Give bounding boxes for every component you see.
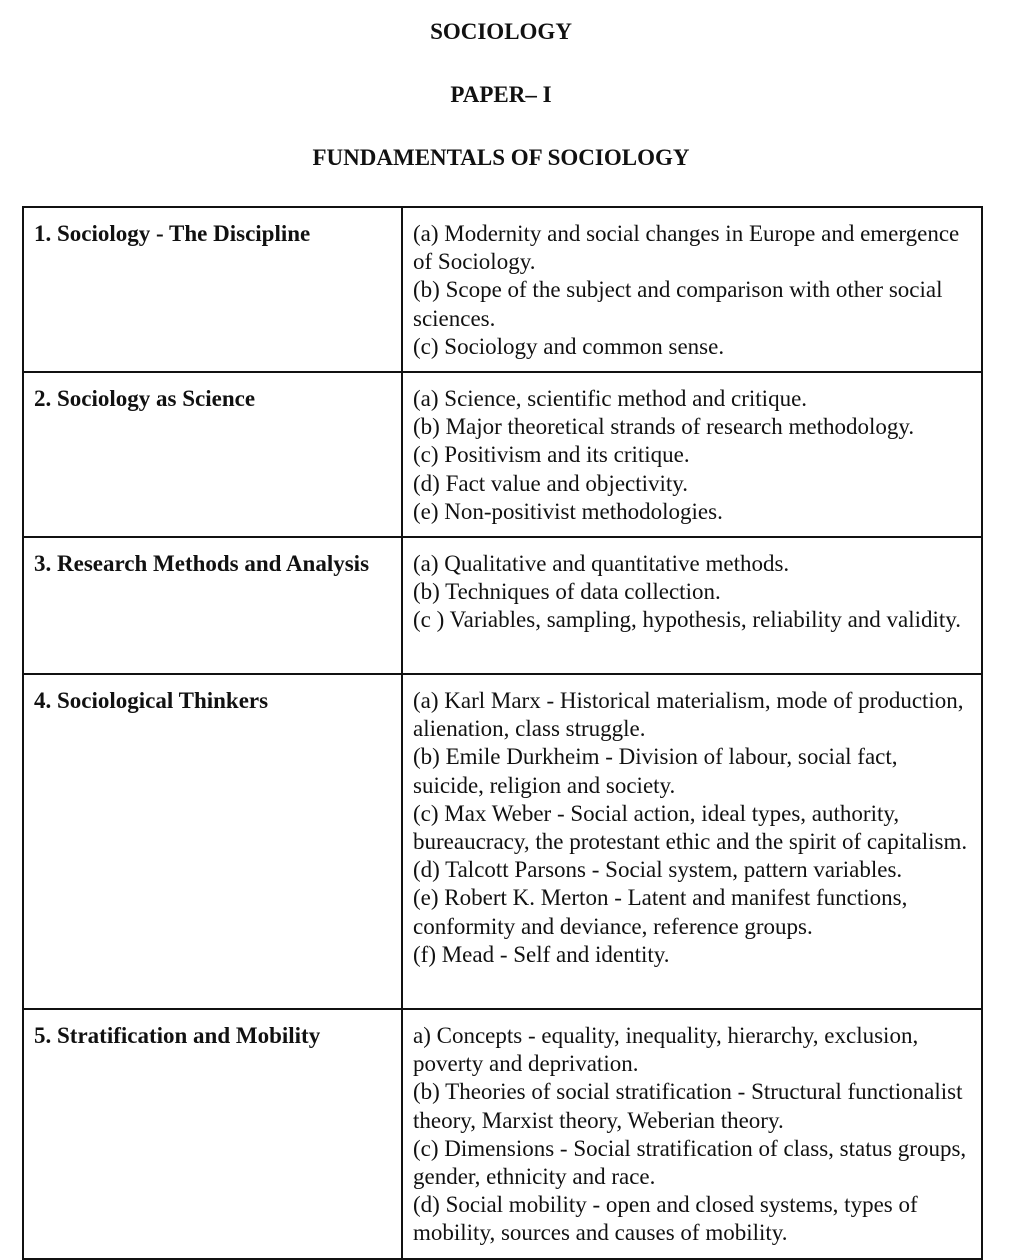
list-item: (a) Science, scientific method and critique.: [413, 386, 808, 412]
topic-label: 1. Sociology - The Discipline: [34, 221, 311, 246]
list-item: (c) Dimensions - Social stratification of class, status groups, gender, ethnicity and race.: [413, 1135, 967, 1190]
list-item: a) Concepts - equality, inequality, hierarchy, exclusion, poverty and deprivation.: [413, 1023, 919, 1077]
list-item: (f) Mead - Self and identity.: [413, 941, 670, 967]
document-title: SOCIOLOGY: [430, 19, 572, 44]
table-row: [23, 674, 982, 1009]
paper-label: PAPER– I: [450, 82, 552, 107]
topic-cell: [23, 372, 402, 537]
items-cell: [402, 537, 982, 674]
items-cell: [402, 207, 982, 372]
list-item: (d) Talcott Parsons - Social system, pattern variables.: [413, 857, 903, 883]
table-row: [23, 1009, 982, 1259]
list-item: (b) Scope of the subject and comparison with other social sciences.: [413, 277, 943, 331]
list-item: (b) Theories of social stratification - Structural functionalist theory, Marxist theory, Weberian theory.: [413, 1079, 963, 1133]
list-item: (e) Non-positivist methodologies.: [413, 498, 723, 524]
list-item: (b) Techniques of data collection.: [413, 579, 721, 605]
syllabus-table: [22, 206, 983, 1260]
list-item: (c) Max Weber - Social action, ideal types, authority, bureaucracy, the protestant ethic and the spirit of capitalism.: [413, 800, 968, 855]
topic-cell: [23, 674, 402, 1009]
list-item: (a) Karl Marx - Historical materialism, mode of production, alienation, class struggle.: [413, 688, 964, 742]
topic-cell: [23, 537, 402, 674]
topic-label: 2. Sociology as Science: [34, 386, 256, 412]
list-item: (a) Qualitative and quantitative methods.: [413, 551, 790, 577]
items-cell: [402, 372, 982, 537]
list-item: (b) Major theoretical strands of research methodology.: [413, 414, 915, 440]
items-cell: [402, 1009, 982, 1259]
document-subtitle: FUNDAMENTALS OF SOCIOLOGY: [312, 145, 690, 170]
list-item: (d) Fact value and objectivity.: [413, 470, 689, 496]
list-item: (c) Sociology and common sense.: [413, 333, 725, 359]
table-row: [23, 537, 982, 674]
list-item: (a) Modernity and social changes in Europe and emergence of Sociology.: [413, 221, 960, 275]
topic-label: 5. Stratification and Mobility: [34, 1023, 321, 1049]
list-item: (e) Robert K. Merton - Latent and manifest functions, conformity and deviance, reference groups.: [413, 885, 908, 939]
table-row: [23, 207, 982, 372]
list-item: (d) Social mobility - open and closed systems, types of mobility, sources and causes of mobility.: [413, 1192, 918, 1246]
topic-cell: [23, 207, 402, 372]
topic-label: 3. Research Methods and Analysis: [34, 551, 370, 577]
list-item: (b) Emile Durkheim - Division of labour, social fact, suicide, religion and society.: [413, 744, 898, 798]
items-cell: [402, 674, 982, 1009]
list-item: (c ) Variables, sampling, hypothesis, reliability and validity.: [413, 607, 962, 633]
topic-label: 4. Sociological Thinkers: [34, 688, 269, 714]
topic-cell: [23, 1009, 402, 1259]
table-row: [23, 372, 982, 537]
list-item: (c) Positivism and its critique.: [413, 442, 690, 468]
